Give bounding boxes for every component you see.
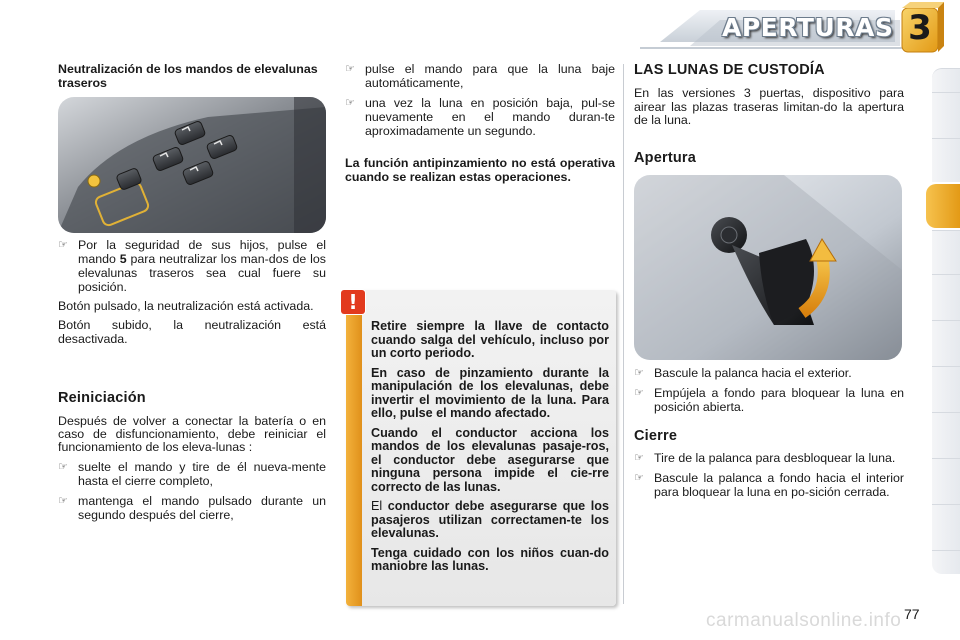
heading-neutralizacion: Neutralización de los mandos de elevalunas traseros (58, 62, 318, 90)
chapter-tabs (926, 68, 960, 574)
bullet-reinit-1 (58, 460, 326, 488)
chapter-number: 3 (908, 8, 932, 48)
text-custodia-intro: En las versiones 3 puertas, dispositivo para airear las plazas traseras limitan-do la apertura de la luna. (634, 86, 904, 127)
bullet-apertura-1-text: Bascule la palanca hacia el exterior. (654, 366, 852, 380)
bullet-hand-icon: ☞ (634, 366, 644, 379)
chapter-tab-5[interactable] (932, 230, 960, 274)
column-right-body (634, 366, 904, 499)
quarter-window-illustration (634, 175, 902, 360)
page-number: 77 (904, 606, 920, 622)
bullet-hand-icon: ☞ (634, 451, 644, 464)
warning-passengers-rest: conductor debe asegurarse que los pasajeros utilizan correctamen-te los elevalunas. (371, 499, 609, 540)
bullet-reinit-2-text: mantenga el mando pulsado durante un segundo después del cierre, (78, 494, 326, 522)
chapter-tab-11[interactable] (932, 504, 960, 550)
chapter-tab-2[interactable] (932, 92, 960, 138)
chapter-tab-active[interactable] (926, 184, 960, 228)
warning-driver-controls: Cuando el conductor acciona los mandos de los elevalunas pasaje-ros, el conductor debe asegurarse que ninguna persona impide el cie-rre correcto de las lunas. (371, 425, 609, 494)
bullet-reinit-2 (58, 494, 326, 522)
column-divider (623, 64, 624, 604)
bullet-lower-auto (345, 62, 615, 90)
bullet-apertura-1 (634, 366, 904, 380)
chapter-tab-12[interactable] (932, 550, 960, 574)
bullet-hand-icon: ☞ (58, 460, 68, 473)
column-left-body (58, 238, 326, 522)
text-reinit: Después de volver a conectar la batería o en caso de disfuncionamiento, debe reiniciar el funcionamiento de los eleva-lunas : (58, 414, 326, 454)
chapter-tab-10[interactable] (932, 458, 960, 504)
warning-children: Tenga cuidado con los niños cuan-do maniobre las lunas. (371, 545, 609, 573)
bullet-reinit-1-text: suelte el mando y tire de él nueva-mente hasta el cierre completo, (78, 460, 326, 488)
warning-pinch: En caso de pinzamiento durante la manipulación de los elevalunas, debe invertir el movimiento de la luna. Para ello, pulse el mando afectado. (371, 365, 609, 420)
bullet-cierre-2 (634, 471, 904, 499)
bullet-cierre-2-text: Bascule la palanca a fondo hacia el interior para bloquear la luna en po-sición cerrada. (654, 471, 904, 499)
bullet-hand-icon: ☞ (58, 494, 68, 507)
warning-text (371, 320, 609, 580)
bullet-cierre-1 (634, 451, 904, 465)
bullet-neutralize-text-b: para neutralizar los man-dos de los elevalunas traseros sea cual fuere su posición. (78, 252, 326, 294)
page-header (0, 0, 960, 60)
watermark: carmanualsonline.info (706, 610, 902, 631)
bullet-apertura-2 (634, 386, 904, 414)
bullet-neutralize-text-a: Por la seguridad de sus hijos, pulse el mando (78, 238, 326, 266)
column-right (634, 62, 904, 167)
chapter-tab-8[interactable] (932, 366, 960, 412)
bullet-press-again (345, 96, 615, 138)
bullet-press-again-text: una vez la luna en posición baja, pul-se nuevamente en el mando duran-te aproximadamente un segundo. (365, 96, 615, 138)
bullet-hand-icon: ☞ (634, 386, 644, 399)
heading-apertura: Apertura (634, 149, 697, 166)
text-activated: Botón pulsado, la neutralización está activada. (58, 299, 314, 313)
warning-exclamation-icon: ! (341, 290, 365, 314)
heading-lunas-custodia: LAS LUNAS DE CUSTODÍA (634, 62, 825, 78)
bullet-hand-icon: ☞ (345, 62, 355, 75)
heading-reiniciacion: Reiniciación (58, 390, 146, 406)
chapter-title: APERTURAS (722, 13, 894, 42)
chapter-tab-6[interactable] (932, 274, 960, 320)
chapter-tab-3[interactable] (932, 138, 960, 182)
bullet-lower-auto-text: pulse el mando para que la luna baje automáticamente, (365, 62, 615, 90)
warning-key: Retire siempre la llave de contacto cuando salga del vehículo, incluso por un corto periodo. (371, 319, 609, 360)
note-antipinch: La función antipinzamiento no está operativa cuando se realizan estas operaciones. (345, 156, 615, 184)
column-left (58, 62, 326, 90)
warning-stripe (346, 290, 362, 606)
bullet-apertura-2-text: Empújela a fondo para bloquear la luna en posición abierta. (654, 386, 904, 414)
bullet-hand-icon: ☞ (345, 96, 355, 109)
warning-passengers-lead: El (371, 499, 383, 513)
warning-box (346, 290, 616, 606)
warning-passengers (371, 500, 609, 541)
bullet-hand-icon: ☞ (634, 471, 644, 484)
heading-cierre: Cierre (634, 428, 678, 444)
control-number: 5 (119, 252, 127, 266)
bullet-hand-icon: ☞ (58, 238, 68, 251)
text-deactivated: Botón subido, la neutralización está desactivada. (58, 318, 326, 346)
quarter-window-photo (634, 175, 902, 360)
window-switch-illustration (58, 97, 326, 233)
bullet-cierre-1-text: Tire de la palanca para desbloquear la luna. (654, 451, 896, 465)
column-middle (345, 62, 615, 184)
chapter-tab-1[interactable] (932, 68, 960, 92)
window-switch-photo (58, 97, 326, 233)
chapter-tab-7[interactable] (932, 320, 960, 366)
bullet-neutralize (58, 238, 326, 294)
chapter-tab-9[interactable] (932, 412, 960, 458)
